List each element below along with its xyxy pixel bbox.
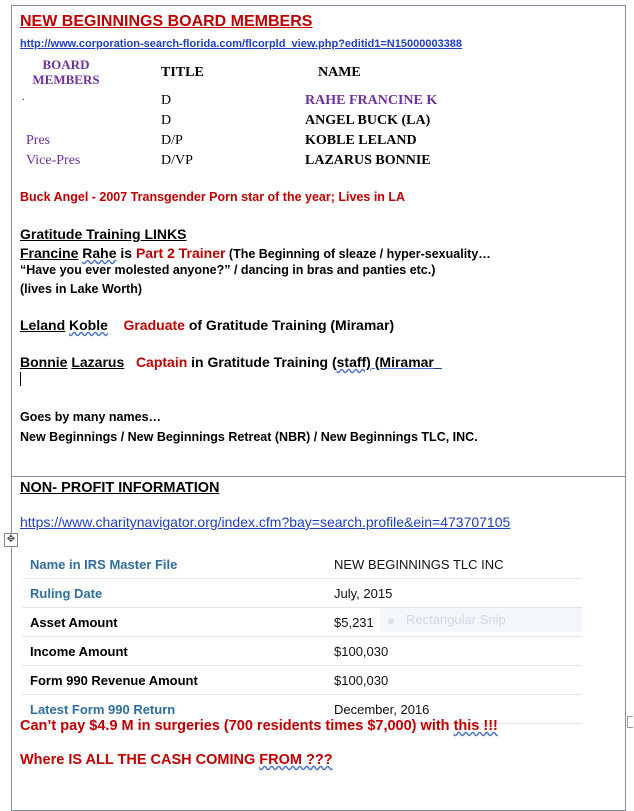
irs-value: July, 2015 [326,579,582,608]
irs-label: Latest Form 990 Return [22,695,326,724]
table-row [22,666,582,695]
irs-label: Name in IRS Master File [22,550,326,579]
board-row-name: ANGEL BUCK (LA) [305,113,431,128]
irs-label: Form 990 Revenue Amount [22,666,326,695]
francine-description: (The Beginning of sleaze / hyper-sexuality… [225,247,491,261]
board-row-name: RAHE FRANCINE K [305,93,438,108]
gratitude-heading: Gratitude Training LINKS [20,226,187,242]
cant-pay-note [20,718,498,734]
leland-last-name: Koble [69,317,108,333]
cant-pay-text: Can’t pay $4.9 M in surgeries (700 residents times $7,000) with [20,718,454,734]
goes-by-note: Goes by many names… [20,410,162,424]
cash-question [20,752,333,768]
irs-label: Ruling Date [22,579,326,608]
page-title: NEW BEGINNINGS BOARD MEMBERS [20,13,313,30]
rectangular-snip-overlay [380,608,582,632]
board-row-title: D/P [161,133,183,148]
name-column-header: NAME [318,65,361,80]
bonnie-first-name: Bonnie [20,354,68,370]
irs-label: Income Amount [22,637,326,666]
leland-line [20,317,394,333]
bonnie-role: Captain [135,354,188,370]
irs-value: December, 2016 [326,695,582,724]
irs-value: $100,030 [326,637,582,666]
buck-angel-note: Buck Angel - 2007 Transgender Porn star of the year; Lives in LA [20,190,406,204]
board-row-role: Vice-Pres [26,153,81,168]
irs-value: NEW BEGINNINGS TLC INC [326,550,582,579]
charity-navigator-link[interactable]: https://www.charitynavigator.org/index.cfm?bay=search.profile&ein=473707105 [20,514,511,530]
cash-from: FROM ??? [259,752,333,768]
bonnie-staff: staff) [336,354,371,370]
francine-last-name: Rahe [82,245,117,261]
names-list: New Beginnings / New Beginnings Retreat (NBR) / New Beginnings TLC, INC. [20,430,478,444]
francine-line-3: (lives in Lake Worth) [20,282,143,296]
francine-first-name: Francine [20,245,79,261]
table-row [22,550,582,579]
leland-description: of Gratitude Training (Miramar) [184,317,395,333]
irs-info-table [22,550,582,724]
table-row [22,579,582,608]
irs-value: $100,030 [326,666,582,695]
irs-label: Asset Amount [22,608,326,637]
bonnie-description: in Gratitude Training ( [187,354,337,370]
board-row-title: D/VP [161,153,193,168]
bonnie-miramar: (Miramar_ [370,354,442,370]
snip-dot-icon [388,618,394,624]
cash-text: Where IS ALL THE CASH COMING [20,752,260,768]
board-members-column-header: BOARD MEMBERS [32,57,100,87]
corporation-search-link[interactable]: http://www.corporation-search-florida.com/flcorpld_view.php?editid1=N15000003388 [20,38,463,50]
table-move-handle-icon[interactable]: ✥ [4,533,18,547]
margin-bracket [627,716,633,728]
text-cursor [20,372,21,386]
board-row-title: D [161,113,172,128]
bonnie-line [20,354,442,370]
leland-first-name: Leland [20,317,66,333]
cant-pay-this: this !!! [453,718,498,734]
francine-is: is [116,245,136,261]
board-row-role: Pres [26,133,51,148]
francine-role: Part 2 Trainer [135,245,226,261]
board-row-role: . [22,92,25,103]
snip-label: Rectangular Snip [406,612,506,627]
table-row [22,637,582,666]
board-row-name: LAZARUS BONNIE [305,153,431,168]
board-row-title: D [161,93,172,108]
leland-role: Graduate [123,317,185,333]
francine-line [20,245,491,261]
nonprofit-heading: NON- PROFIT INFORMATION [20,480,220,496]
bonnie-last-name: Lazarus [71,354,125,370]
irs-value: $5,231 [326,608,582,637]
board-row-name: KOBLE LELAND [305,133,417,148]
francine-line-2: “Have you ever molested anyone?” / dancing in bras and panties etc.) [20,263,436,277]
title-column-header: TITLE [161,65,204,80]
